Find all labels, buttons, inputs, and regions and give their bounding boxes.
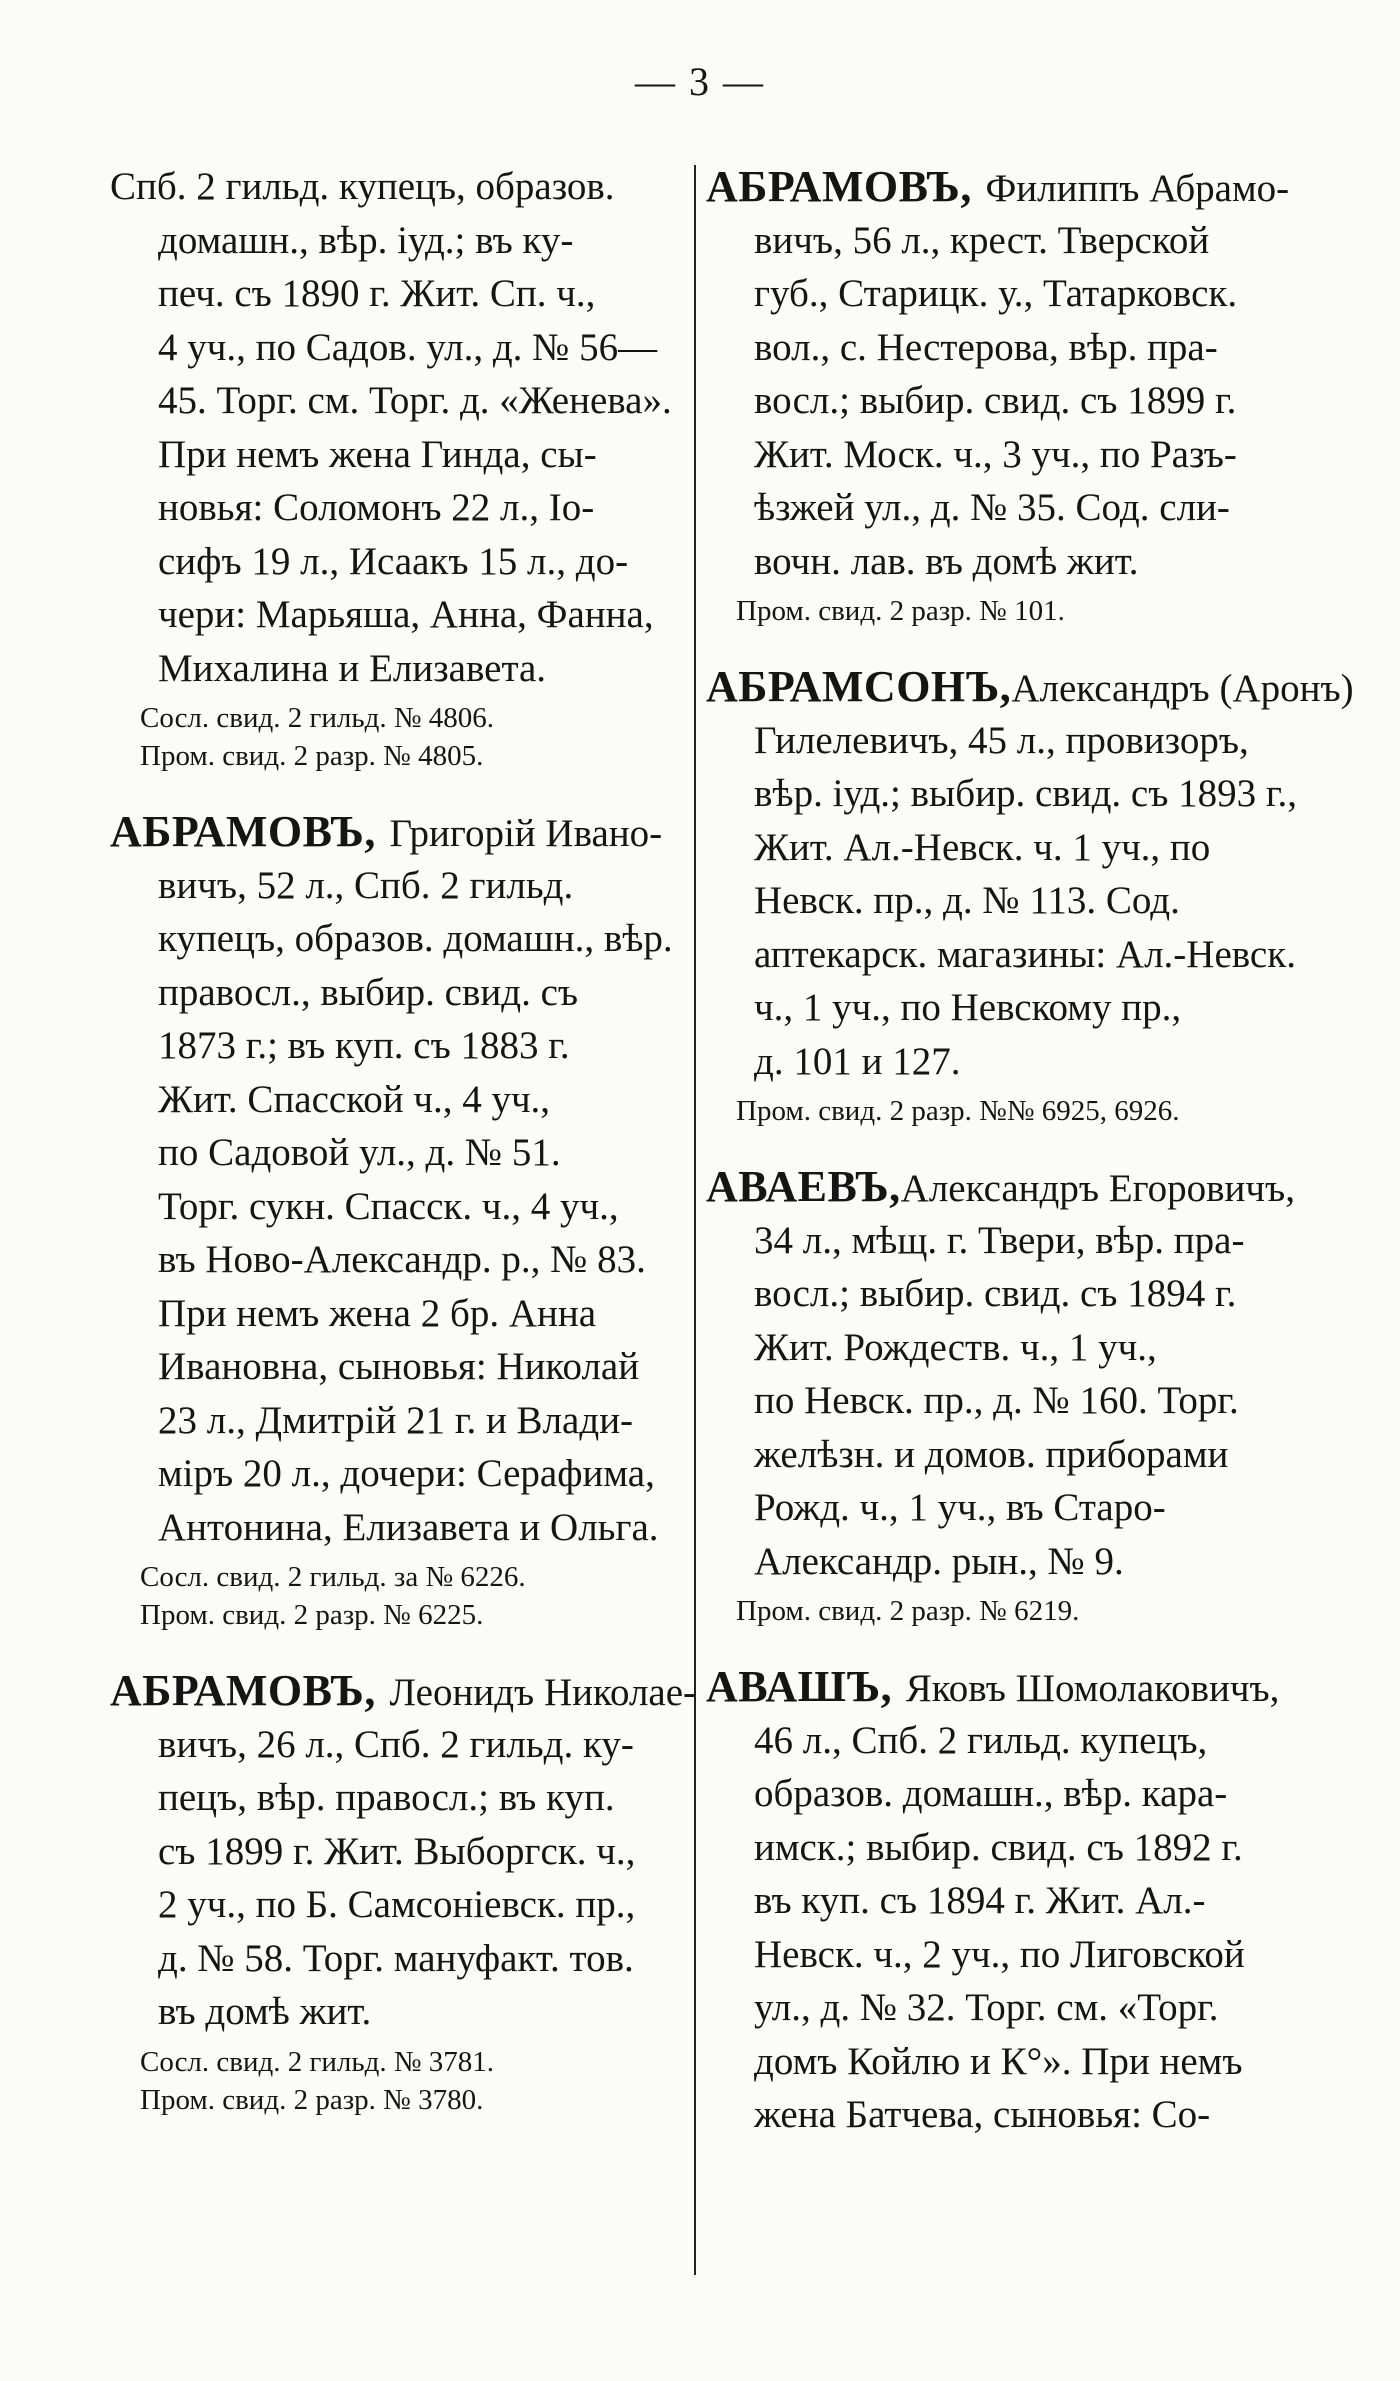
entry-line: 1873 г.; въ куп. съ 1883 г. bbox=[158, 1024, 570, 1067]
certificate-line: Сосл. свид. 2 гильд. № 4806. bbox=[140, 702, 495, 734]
entry-line: 45. Торг. см. Торг. д. «Женева». bbox=[158, 379, 672, 422]
entry-line: 4 уч., по Садов. ул., д. № 56— bbox=[158, 325, 658, 369]
entry-line: д. 101 и 127. bbox=[754, 1039, 961, 1083]
entry-line: вол., с. Нестерова, вѣр. пра- bbox=[754, 325, 1218, 369]
entry-line: 2 уч., по Б. Самсоніевск. пр., bbox=[158, 1883, 636, 1926]
entry-line: вичъ, 26 л., Спб. 2 гильд. ку- bbox=[158, 1722, 634, 1766]
entry-abramson-aleksandr bbox=[706, 660, 1354, 1130]
entry-line: желѣзн. и домов. приборами bbox=[754, 1432, 1229, 1476]
entry-line: въ куп. съ 1894 г. Жит. Ал.- bbox=[754, 1879, 1206, 1922]
entry-heading bbox=[110, 1664, 697, 1718]
entry-surname: АБРАМСОНЪ, bbox=[706, 662, 1012, 711]
entry-line: домъ Койлю и К°». При немъ bbox=[754, 2039, 1243, 2083]
entry-line: ч., 1 уч., по Невскому пр., bbox=[754, 986, 1182, 1029]
entry-line: При немъ жена 2 бр. Анна bbox=[158, 1291, 597, 1335]
entry-line: жена Батчева, сыновья: Со- bbox=[754, 2093, 1211, 2136]
entry-line: 23 л., Дмитрій 21 г. и Влади- bbox=[158, 1398, 634, 1442]
entry-line: Невск. пр., д. № 113. Сод. bbox=[754, 879, 1180, 922]
entry-line: Спб. 2 гильд. купецъ, образов. bbox=[110, 165, 615, 208]
entry-line: губ., Старицк. у., Татарковск. bbox=[754, 272, 1238, 315]
entry-line: вѣр. іуд.; выбир. свид. съ 1893 г., bbox=[754, 772, 1297, 815]
certificate-line: Сосл. свид. 2 гильд. № 3781. bbox=[140, 2045, 495, 2078]
certificate-line: Сосл. свид. 2 гильд. за № 6226. bbox=[140, 1561, 526, 1593]
entry-surname: АБРАМОВЪ, bbox=[110, 1666, 376, 1715]
entry-line: Жит. Спасской ч., 4 уч., bbox=[158, 1077, 551, 1121]
entry-abramov-leonid bbox=[110, 1664, 697, 2119]
entry-line: восл.; выбир. свид. съ 1899 г. bbox=[754, 379, 1237, 422]
entry-line: д. № 58. Торг. мануфакт. тов. bbox=[158, 1936, 634, 1980]
entry-line: Жит. Ал.-Невск. ч. 1 уч., по bbox=[754, 825, 1211, 869]
entry-heading bbox=[706, 160, 1291, 214]
column-divider bbox=[694, 165, 696, 2275]
left-column bbox=[110, 160, 697, 2149]
entry-line: міръ 20 л., дочери: Серафима, bbox=[158, 1452, 655, 1495]
entry-given-name: Филиппъ Абрамо- bbox=[985, 167, 1290, 210]
entry-line: печ. съ 1890 г. Жит. Сп. ч., bbox=[158, 272, 596, 315]
certificates bbox=[706, 592, 1291, 630]
entry-line: Жит. Моск. ч., 3 уч., по Разъ- bbox=[754, 432, 1237, 476]
entry-line: образов. домашн., вѣр. кара- bbox=[754, 1772, 1228, 1815]
entry-surname: АВАЕВЪ, bbox=[706, 1162, 901, 1211]
entry-line: вичъ, 56 л., крест. Тверской bbox=[754, 218, 1210, 262]
certificates bbox=[110, 2043, 680, 2119]
entry-avash-yakov bbox=[706, 1660, 1291, 2142]
entry-line: въ Ново-Александр. р., № 83. bbox=[158, 1238, 646, 1281]
entry-line: Александр. рын., № 9. bbox=[754, 1539, 1124, 1583]
certificate-line: Пром. свид. 2 разр. № 3780. bbox=[140, 2083, 484, 2116]
entry-given-name: Леонидъ Николае- bbox=[389, 1671, 697, 1714]
entry-given-name: Яковъ Шомолаковичъ, bbox=[905, 1667, 1280, 1710]
entry-heading bbox=[110, 805, 680, 859]
entry-given-name: Григорій Ивано- bbox=[389, 812, 663, 855]
entry-avaev-aleksandr bbox=[706, 1160, 1295, 1630]
entry-line: Рожд. ч., 1 уч., въ Старо- bbox=[754, 1486, 1166, 1529]
entry-heading bbox=[706, 1660, 1291, 1714]
entry-line: Торг. сукн. Спасск. ч., 4 уч., bbox=[158, 1184, 619, 1228]
entry-abramov-filipp bbox=[706, 160, 1291, 630]
entry-line: новья: Соломонъ 22 л., Іо- bbox=[158, 486, 595, 529]
entry-abramov-grigoriy bbox=[110, 805, 680, 1634]
certificates bbox=[110, 699, 680, 775]
entry-surname: АВАШЪ, bbox=[706, 1662, 893, 1711]
entry-heading bbox=[706, 1160, 1295, 1214]
right-column bbox=[706, 160, 1354, 2172]
certificates bbox=[706, 1592, 1291, 1630]
entry-line: восл.; выбир. свид. съ 1894 г. bbox=[754, 1272, 1237, 1315]
entry-line: домашн., вѣр. іуд.; въ ку- bbox=[158, 218, 574, 262]
entry-line: ѣзжей ул., д. № 35. Сод. сли- bbox=[754, 486, 1230, 529]
entry-continuation bbox=[110, 160, 680, 775]
certificate-line: Пром. свид. 2 разр. № 6225. bbox=[140, 1599, 484, 1631]
entry-line: ул., д. № 32. Торг. см. «Торг. bbox=[754, 1986, 1219, 2029]
certificate-line: Пром. свид. 2 разр. № 101. bbox=[736, 595, 1065, 627]
entry-surname: АБРАМОВЪ, bbox=[110, 807, 376, 856]
certificate-line: Пром. свид. 2 разр. №№ 6925, 6926. bbox=[736, 1095, 1180, 1127]
certificate-line: Пром. свид. 2 разр. № 4805. bbox=[140, 740, 484, 772]
entry-line: вичъ, 52 л., Спб. 2 гильд. bbox=[158, 863, 574, 907]
entry-given-name: Александръ (Аронъ) bbox=[1011, 667, 1354, 710]
certificates bbox=[110, 1558, 680, 1634]
entry-line: аптекарск. магазины: Ал.-Невск. bbox=[754, 932, 1296, 976]
entry-line: вочн. лав. въ домѣ жит. bbox=[754, 539, 1139, 583]
entry-line: Невск. ч., 2 уч., по Лиговской bbox=[754, 1932, 1245, 1976]
entry-line: по Садовой ул., д. № 51. bbox=[158, 1131, 561, 1174]
entry-line: имск.; выбир. свид. съ 1892 г. bbox=[754, 1825, 1243, 1869]
page-number: — 3 — bbox=[635, 59, 765, 104]
entry-line: купецъ, образов. домашн., вѣр. bbox=[158, 917, 673, 960]
entry-line: 46 л., Спб. 2 гильд. купецъ, bbox=[754, 1718, 1208, 1762]
entry-line: 34 л., мѣщ. г. Твери, вѣр. пра- bbox=[754, 1218, 1245, 1262]
entry-line: Ивановна, сыновья: Николай bbox=[158, 1345, 640, 1388]
entry-line: правосл., выбир. свид. съ bbox=[158, 970, 579, 1014]
entry-line: сифъ 19 л., Исаакъ 15 л., до- bbox=[158, 539, 629, 583]
entry-line: Жит. Рождеств. ч., 1 уч., bbox=[754, 1325, 1157, 1369]
certificate-line: Пром. свид. 2 разр. № 6219. bbox=[736, 1595, 1080, 1627]
entry-line: При немъ жена Гинда, сы- bbox=[158, 432, 597, 476]
entry-line: по Невск. пр., д. № 160. Торг. bbox=[754, 1379, 1239, 1422]
entry-line: Антонина, Елизавета и Ольга. bbox=[158, 1505, 659, 1549]
entry-line: пецъ, вѣр. правосл.; въ куп. bbox=[158, 1776, 615, 1819]
entry-line: Гилелевичъ, 45 л., провизоръ, bbox=[754, 718, 1249, 762]
entry-line: въ домѣ жит. bbox=[158, 1990, 372, 2033]
entry-heading bbox=[706, 660, 1354, 714]
certificates bbox=[706, 1092, 1291, 1130]
entry-line: Михалина и Елизавета. bbox=[158, 646, 547, 690]
entry-surname: АБРАМОВЪ, bbox=[706, 162, 972, 211]
entry-line: чери: Марьяша, Анна, Фанна, bbox=[158, 593, 654, 636]
entry-given-name: Александръ Егоровичъ, bbox=[900, 1167, 1295, 1210]
entry-line: съ 1899 г. Жит. Выборгск. ч., bbox=[158, 1829, 636, 1873]
